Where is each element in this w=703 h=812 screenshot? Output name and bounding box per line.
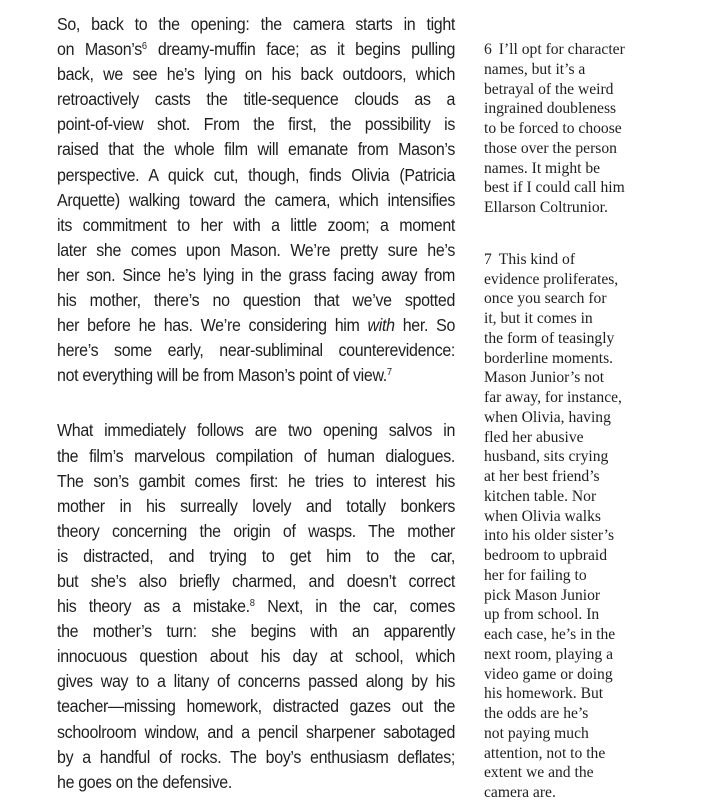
text-line: he goes on the defensive. xyxy=(57,771,232,792)
footnote-ref-8[interactable]: 8 xyxy=(249,598,255,610)
footnote-line: far away, for instance, xyxy=(484,389,622,406)
footnote-line: video game or doing xyxy=(484,665,613,683)
text-line: gives way to a litany of concerns passed along by his xyxy=(57,671,456,692)
footnote-line: kitchen table. Nor xyxy=(484,487,597,505)
text-line: her son. Since he’s lying in the grass facing away from xyxy=(57,264,456,285)
footnote-line: names, but it’s a xyxy=(484,60,586,78)
footnote-spacer xyxy=(484,218,654,250)
footnote-line: it, but it comes in xyxy=(484,310,593,327)
text-segment: on Mason’s xyxy=(57,39,142,60)
emphasis-text: with xyxy=(367,315,395,336)
text-line xyxy=(57,594,455,619)
text-segment: I’ll opt for character xyxy=(498,41,625,58)
main-text-column xyxy=(57,12,456,795)
footnote-line: when Olivia walks xyxy=(484,507,601,525)
footnote-line: his homework. But xyxy=(484,685,604,703)
footnote-line: next room, playing a xyxy=(484,645,614,663)
footnote-line: borderline moments. xyxy=(484,349,614,367)
footnote-line: fled her abusive xyxy=(484,428,584,446)
text-line: raised that the whole film will emanate from Mason’s xyxy=(57,139,456,160)
text-segment: dreamy-muffin face; as it begins pulling xyxy=(157,39,456,60)
text-line: teacher—missing homework, distracted gazes out the xyxy=(57,696,456,717)
footnote-line: Ellarson Coltrunior. xyxy=(484,199,608,216)
text-line: Arquette) walking toward the camera, which intensifies xyxy=(57,189,456,210)
footnote-number: 6 xyxy=(484,41,492,58)
footnote-line xyxy=(484,40,654,60)
text-line: So, back to the opening: the camera starts in tight xyxy=(57,14,456,34)
footnote-line: names. It might be xyxy=(484,159,601,177)
text-line: by a handful of rocks. The boy’s enthusiasm deflates; xyxy=(57,746,456,767)
text-segment: her before he has. We’re considering him xyxy=(57,315,360,336)
footnote-line: up from school. In xyxy=(484,606,600,624)
footnote-ref-6[interactable]: 6 xyxy=(141,41,148,53)
text-line: theory concerning the origin of wasps. The mother xyxy=(57,520,456,541)
footnote-line: extent we and the xyxy=(484,764,594,782)
text-line: here’s some early, near-subliminal counterevidence: xyxy=(57,340,456,361)
footnote-line: once you search for xyxy=(484,290,607,308)
text-line: its commitment to her with a little zoom; a moment xyxy=(57,214,456,235)
paragraph-spacer xyxy=(57,388,427,418)
paragraph-dialogues xyxy=(57,418,456,794)
text-line: retroactively casts the title-sequence clouds as a xyxy=(57,89,456,110)
footnote-line: bedroom to upbraid xyxy=(484,547,607,564)
text-line: the mother’s turn: she begins with an apparently xyxy=(57,621,456,642)
text-line: mother in his surreally lovely and totally bonkers xyxy=(57,495,456,516)
paragraph-opening xyxy=(57,12,456,388)
text-line: but she’s also briefly charmed, and doesn’t correct xyxy=(57,570,456,591)
text-line: innocuous question about his day at school, which xyxy=(57,646,456,667)
footnote-line: husband, sits crying xyxy=(484,448,609,466)
footnote-line: betrayal of the weird xyxy=(484,80,614,98)
text-segment: not everything will be from Mason’s point of view. xyxy=(57,365,387,386)
footnote-7 xyxy=(484,250,654,803)
footnote-line: her for failing to xyxy=(484,566,587,584)
footnote-line: Mason Junior’s not xyxy=(484,369,605,387)
text-line: point-of-view shot. From the first, the possibility is xyxy=(57,114,456,135)
footnotes-sidebar xyxy=(484,40,654,803)
text-line: the film’s marvelous compilation of human dialogues. xyxy=(57,445,456,466)
footnote-ref-7[interactable]: 7 xyxy=(386,367,393,379)
footnote-line: ingrained doubleness xyxy=(484,100,617,118)
footnote-line: each case, he’s in the xyxy=(484,626,616,643)
text-line: What immediately follows are two opening salvos in xyxy=(57,420,456,441)
footnote-line: the form of teasingly xyxy=(484,329,615,347)
footnote-line: into his older sister’s xyxy=(484,527,615,545)
footnote-line: when Olivia, having xyxy=(484,408,611,426)
text-line: his mother, there’s no question that we’ve spotted xyxy=(57,290,456,311)
footnote-number: 7 xyxy=(484,250,492,268)
text-line: later she comes upon Mason. We’re pretty sure he’s xyxy=(57,239,456,260)
footnote-line: camera are. xyxy=(484,784,556,801)
text-segment: his theory as a mistake. xyxy=(57,596,250,617)
text-segment: Next, in the car, comes xyxy=(267,596,456,617)
footnote-line: the odds are he’s xyxy=(484,705,589,722)
footnote-line: not paying much xyxy=(484,724,589,742)
text-line xyxy=(57,37,455,62)
footnote-6 xyxy=(484,40,654,218)
footnote-line: best if I could call him xyxy=(484,179,625,197)
text-line: perspective. A quick cut, though, finds Olivia (Patricia xyxy=(57,164,456,185)
text-line: schoolroom window, and a pencil sharpener sabotaged xyxy=(57,721,456,742)
text-line: back, we see he’s lying on his back outdoors, which xyxy=(57,64,456,85)
footnote-line: evidence proliferates, xyxy=(484,270,619,288)
text-line: is distracted, and trying to get him to the car, xyxy=(57,545,456,566)
text-line: The son’s gambit comes first: he tries to interest his xyxy=(57,470,456,491)
text-segment: her. So xyxy=(402,315,456,336)
footnote-line xyxy=(484,250,654,270)
footnote-line: at her best friend’s xyxy=(484,468,600,485)
footnote-line: pick Mason Junior xyxy=(484,586,601,604)
footnote-line: those over the person xyxy=(484,139,617,157)
text-line xyxy=(57,363,455,388)
text-line xyxy=(57,313,455,338)
text-segment: This kind of xyxy=(498,250,576,268)
footnote-line: attention, not to the xyxy=(484,744,606,762)
footnote-line: to be forced to choose xyxy=(484,120,622,137)
